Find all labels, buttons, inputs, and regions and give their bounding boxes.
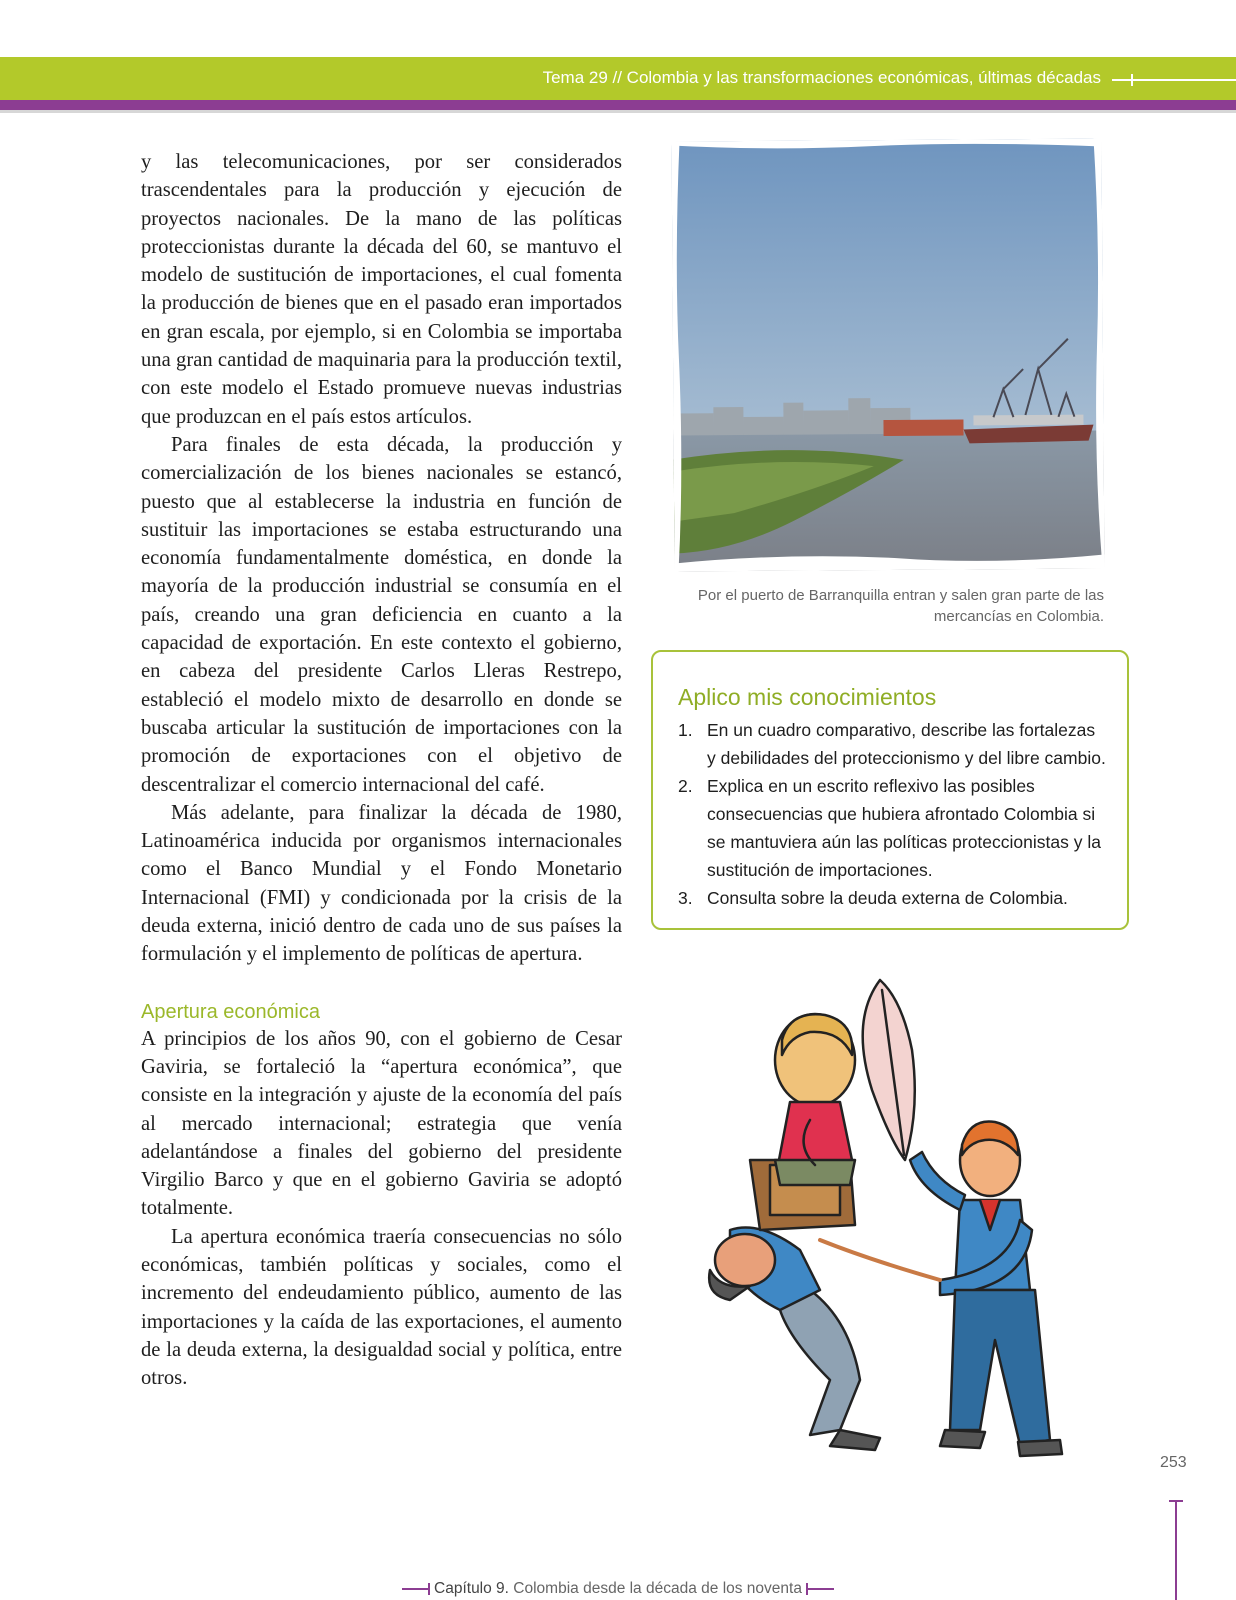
- photo-caption: Por el puerto de Barranquilla entran y salen gran parte de las mercancías en Colombia.: [697, 587, 1104, 625]
- list-item-text: Explica en un escrito reflexivo las posibles consecuencias que hubiera afrontado Colombia si se mantuviera aún las políticas proteccionistas y la sustitución de importaciones.: [707, 776, 1101, 880]
- paragraph: y las telecomunicaciones, por ser considerados trascendentales para la producción y ejecución de proyectos nacionales. De la mano de las políticas proteccionistas durante la década del 60, se mantuvo el modelo de sustitución de importaciones, el cual fomenta la producción de bienes que en el pasado eran importados en gran escala, por ejemplo, si en Colombia se importaba una gran cantidad de maquinaria para la producción textil, con este modelo el Estado promueve nuevas industrias que produzcan en el país estos artículos.: [141, 151, 622, 428]
- header-rule-tick: [1131, 74, 1133, 86]
- page-number: 253: [1160, 1454, 1187, 1471]
- footer-rule-right: [806, 1588, 834, 1590]
- port-photo-image: [672, 139, 1105, 572]
- list-item: [678, 772, 1108, 884]
- paragraph: Para finales de esta década, la producción y comercialización de los bienes nacionales se estancó, puesto que al establecerse la industria en función de sustituir las importaciones se estaba estructurando una economía fundamentalmente doméstica, en donde la mayoría de la producción industrial se consumía en el país, creando una gran deficiencia en cuanto a la capacidad de exportación. En este contexto el gobierno, en cabeza del presidente Carlos Lleras Restrepo, estableció el modelo mixto de desarrollo en donde se buscaba articular la sustitución de importaciones con la promoción de exportaciones con el objetivo de descentralizar el comercio internacional del café.: [141, 433, 622, 796]
- list-item-number: 2.: [678, 776, 693, 796]
- paragraph: A principios de los años 90, con el gobierno de Cesar Gaviria, se fortaleció la “apertura económica”, que consiste en la integración y ajuste de la economía del país al mercado internacional; estrategia que venía adelantándose a finales del gobierno del presidente Virgilio Barco y que en el gobierno Gaviria se adoptó totalmente.: [141, 1027, 622, 1220]
- header-shadow: [0, 110, 1236, 113]
- cartoon-drawing: [690, 960, 1090, 1470]
- page-title: Tema 29 // Colombia y las transformaciones económicas, últimas décadas: [542, 68, 1101, 87]
- chapter-footer: [0, 1580, 1236, 1598]
- activity-list: [678, 716, 1108, 912]
- section-heading: Apertura económica: [141, 1000, 320, 1023]
- margin-rule-tick: [1169, 1500, 1183, 1502]
- paragraph: Más adelante, para finalizar la década de 1980, Latinoamérica inducida por organismos internacionales como el Banco Mundial y el Fondo Monetario Internacional (FMI) y condicionada por la crisis de la deuda externa, inició dentro de cada uno de sus países la formulación y el implemento de políticas de apertura.: [141, 801, 622, 966]
- main-text-column: [141, 148, 622, 1392]
- cartoon-illustration: [690, 960, 1090, 1470]
- footer-chapter-label: Capítulo 9.: [434, 1580, 509, 1597]
- list-item-number: 1.: [678, 720, 693, 740]
- port-photo: [672, 139, 1105, 572]
- footer-chapter-title: Colombia desde la década de los noventa: [513, 1580, 802, 1597]
- footer-rule-left: [402, 1588, 430, 1590]
- paragraph: La apertura económica traería consecuencias no sólo económicas, también políticas y sociales, como el incremento del endeudamiento público, aumento de las importaciones y la caída de las exportaciones, el aumento de la deuda externa, la desigualdad social y política, entre otros.: [141, 1225, 622, 1390]
- header-stripe: [0, 100, 1236, 110]
- list-item: [678, 884, 1108, 912]
- list-item-text: En un cuadro comparativo, describe las fortalezas y debilidades del proteccionismo y del libre cambio.: [707, 720, 1106, 768]
- list-item: [678, 716, 1108, 772]
- list-item-text: Consulta sobre la deuda externa de Colombia.: [707, 888, 1068, 908]
- list-item-number: 3.: [678, 888, 693, 908]
- activity-title: Aplico mis conocimientos: [678, 684, 937, 710]
